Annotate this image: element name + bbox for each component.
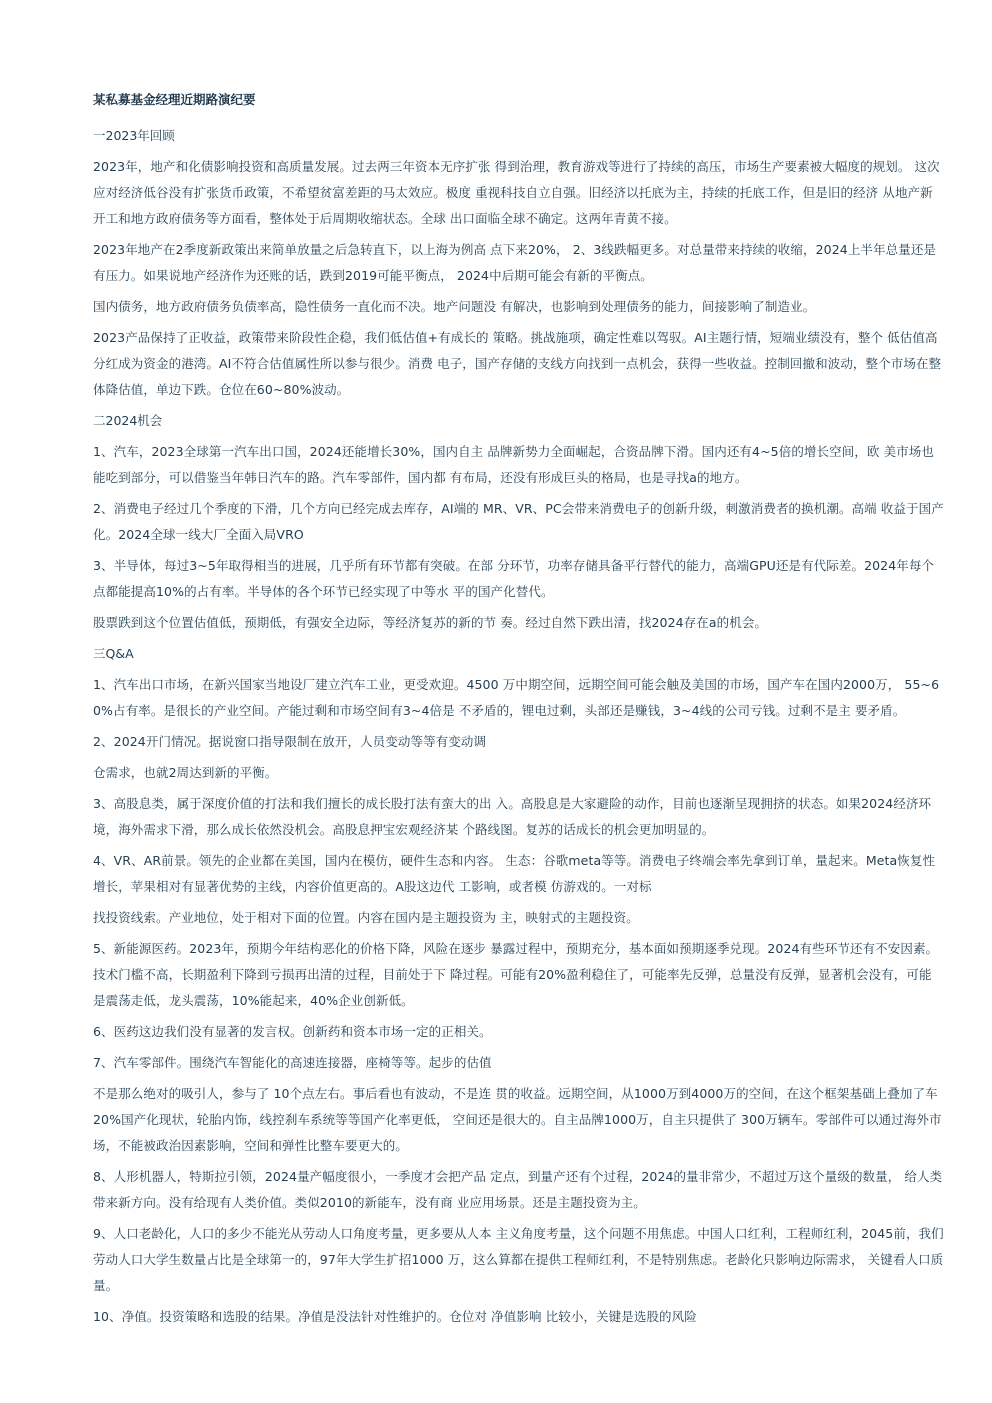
qa-paragraph: 6、医药这边我们没有显著的发言权。创新药和资本市场一定的正相关。 (93, 1024, 492, 1039)
qa-paragraph: 4、VR、AR前景。领先的企业都在美国，国内在模仿，硬件生态和内容。 生态：谷歌meta等等。消费电子终端会率先拿到订单，量起来。Meta恢复性增长，苹果相对有显著优势的主线，内容价值更高的。A股这边代 工影响，或者模 仿游戏的。一对标 (93, 853, 936, 894)
qa-paragraph: 5、新能源医药。2023年，预期今年结构恶化的价格下降，风险在逐步 暴露过程中，预期充分，基本面如预期逐季兑现。2024有些环节还有不安因素。技术门槛不高，长期盈利下降到亏损再出清的过程，目前处于下 降过程。可能有20%盈利稳住了，可能率先反弹，总量没有反弹，显著机会没有，可能是震荡走低，龙头震荡，10%能起来，40%企业创新低。 (93, 941, 939, 1008)
qa-paragraph: 不是那么绝对的吸引人，参与了 10个点左右。事后看也有波动，不是连 贯的收益。远期空间，从1000万到4000万的空间，在这个框架基础上叠加了车20%国产化现状，轮胎内饰，线控刹车系统等等国产化率更低， 空间还是很大的。自主品牌1000万，自主只提供了 300万辆车。零部件可以通过海外市场，不能被政治因素影响，空间和弹性比整车要更大的。 (93, 1086, 942, 1153)
qa-paragraph: 找投资线索。产业地位，处于相对下面的位置。内容在国内是主题投资为 主，映射式的主题投资。 (93, 910, 639, 925)
paragraph: 股票跌到这个位置估值低，预期低，有强安全边际，等经济复苏的新的节 奏。经过自然下跌出清，找2024存在a的机会。 (93, 615, 768, 630)
paragraph: 2023产品保持了正收益，政策带来阶段性企稳，我们低估值+有成长的 策略。挑战施项，确定性难以驾驭。AI主题行情，短端业绩没有，整个 低估值高分红成为资金的港湾。AI不符合估值属性所以参与很少。消费 电子，国产存储的支线方向找到一点机会，获得一些收益。控制回撤和波动，整个市场在整体降估值，单边下跌。仓位在60~80%波动。 (93, 330, 942, 397)
qa-paragraph: 2、2024开门情况。据说窗口指导限制在放开，人员变动等等有变动调 (93, 734, 487, 749)
paragraph: 国内债务，地方政府债务负债率高，隐性债务一直化而不决。地产问题没 有解决，也影响到处理债务的能力，间接影响了制造业。 (93, 299, 816, 314)
qa-paragraph: 8、人形机器人，特斯拉引领，2024量产幅度很小，一季度才会把产品 定点，到量产还有个过程，2024的量非常少，不超过万这个量级的数量， 给人类带来新方向。没有给现有人类价值。类似2010的新能车，没有商 业应用场景。还是主题投资为主。 (93, 1169, 943, 1210)
section-heading-2024-opportunities: 二2024机会 (93, 413, 163, 428)
document-title: 某私募基金经理近期路演纪要 (93, 92, 256, 107)
section-heading-2023-review: 一2023年回顾 (93, 128, 175, 143)
paragraph: 2023年，地产和化债影响投资和高质量发展。过去两三年资本无序扩张 得到治理，教育游戏等进行了持续的高压，市场生产要素被大幅度的规划。 这次应对经济低谷没有扩张货币政策，不希望贫富差距的马太效应。极度 重视科技自立自强。旧经济以托底为主，持续的托底工作，但是旧的经济 从地产新开工和地方政府债务等方面看，整体处于后周期收缩状态。全球 出口面临全球不确定。这两年青黄不接。 (93, 159, 940, 226)
qa-paragraph: 7、汽车零部件。围绕汽车智能化的高速连接器，座椅等等。起步的估值 (93, 1055, 492, 1070)
qa-paragraph: 9、人口老龄化，人口的多少不能光从劳动人口角度考量，更多要从人本 主义角度考量，这个问题不用焦虑。中国人口红利，工程师红利，2045前，我们劳动人口大学生数量占比是全球第一的，97年大学生扩招1000 万，这么算都在提供工程师红利，不是特别焦虑。老龄化只影响边际需求， 关键看人口质量。 (93, 1226, 944, 1293)
paragraph: 1、汽车，2023全球第一汽车出口国，2024还能增长30%，国内自主 品牌新势力全面崛起，合资品牌下滑。国内还有4~5倍的增长空间，欧 美市场也能吃到部分，可以借鉴当年韩日汽车的路。汽车零部件，国内都 有布局，还没有形成巨头的格局，也是寻找a的地方。 (93, 444, 934, 485)
paragraph: 2023年地产在2季度新政策出来简单放量之后急转直下，以上海为例高 点下来20%， 2、3线跌幅更多。对总量带来持续的收缩，2024上半年总量还是有压力。如果说地产经济作为还账的话，跌到2019可能平衡点， 2024中后期可能会有新的平衡点。 (93, 242, 937, 283)
qa-paragraph: 3、高股息类，属于深度价值的打法和我们擅长的成长股打法有蛮大的出 入。高股息是大家避险的动作，目前也逐渐呈现拥挤的状态。如果2024经济环境，海外需求下滑，那么成长依然没机会。高股息押宝宏观经济某 个路线图。复苏的话成长的机会更加明显的。 (93, 796, 932, 837)
paragraph: 2、消费电子经过几个季度的下滑，几个方向已经完成去库存，AI端的 MR、VR、PC会带来消费电子的创新升级，刺激消费者的换机潮。高端 收益于国产化。2024全球一线大厂全面入局VRO (93, 501, 944, 542)
qa-paragraph: 1、汽车出口市场，在新兴国家当地设厂建立汽车工业，更受欢迎。4500 万中期空间，远期空间可能会触及美国的市场，国产车在国内2000万， 55~60%占有率。是很长的产业空间。产能过剩和市场空间有3~4倍是 不矛盾的，锂电过剩，头部还是赚钱，3~4线的公司亏钱。过剩不是主 要矛盾。 (93, 677, 940, 718)
paragraph: 3、半导体，每过3~5年取得相当的进展，几乎所有环节都有突破。在部 分环节，功率存储具备平行替代的能力，高端GPU还是有代际差。2024年每个点都能提高10%的占有率。半导体的各个环节已经实现了中等水 平的国产化替代。 (93, 558, 935, 599)
section-heading-qa: 三Q&A (93, 646, 134, 661)
qa-paragraph: 10、净值。投资策略和选股的结果。净值是没法针对性维护的。仓位对 净值影响 比较小，关键是选股的风险 (93, 1309, 697, 1324)
qa-paragraph: 仓需求，也就2周达到新的平衡。 (93, 765, 278, 780)
